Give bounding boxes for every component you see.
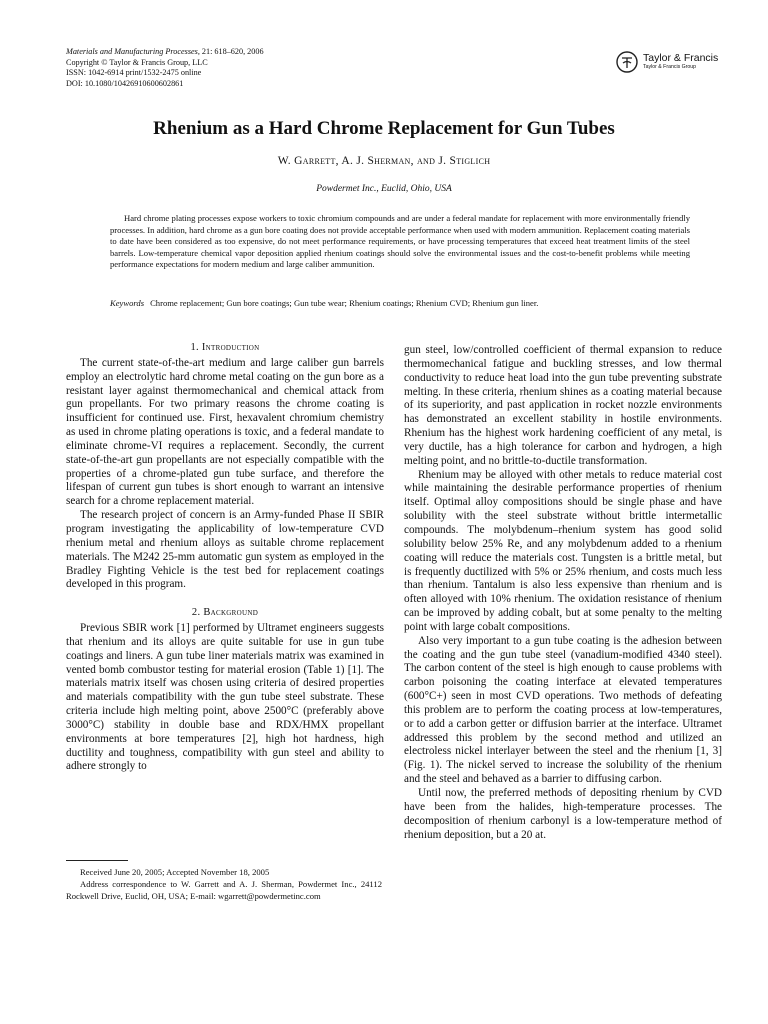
section-title-introduction: 1. Introduction	[190, 342, 260, 353]
background-paragraph-1: Previous SBIR work [1] performed by Ultramet engineers suggests that rhenium and its alloys are quite suitable for use in gun tube coatings and liners. A gun tube liner materials matrix was examined in vented bomb combustor testing for material erosion (Table 1) [1]. The materials matrix itself was chosen using criteria of desired properties and materials compatibility with the gun tube steel substrate. These criteria include high melting point, above 2500°C (preferably above 3000°C) stability in double base and RDX/HMX propellant environments at bore temperatures [2], high hot hardness, high ductility and toughness, compatibility with gun steel and ability to adhere strongly to	[66, 622, 384, 773]
keywords	[110, 298, 690, 309]
left-column	[66, 341, 384, 774]
volume-pages: , 21: 618–620, 2006	[197, 47, 264, 56]
doi-line: DOI: 10.1080/10426910600602861	[66, 78, 184, 88]
received-dates: Received June 20, 2005; Accepted November 18, 2005	[80, 867, 270, 877]
keywords-label: Keywords	[110, 298, 145, 308]
journal-header	[66, 47, 264, 89]
publisher-name: Taylor & Francis	[643, 52, 719, 64]
journal-name: Materials and Manufacturing Processes	[66, 47, 198, 56]
right-paragraph-2: Rhenium may be alloyed with other metals to reduce material cost while maintaining the desirable performance properties of rhenium itself. Optimal alloy compositions should be single phase and have solubility with the steel substrate without brittle intermetallic compounds. The molybdenum–rhenium system has good solid solubility below 25% Re, and any molybdenum added to a rhenium coating will reduce the materials cost. Tungsten is a brittle metal, but is frequently ductilized with 5% or 25% rhenium, and costs much less than rhenium. Tantalum is also less expensive than rhenium and is often alloyed with 10% rhenium. The oxidation resistance of rhenium can be improved by adding cobalt, but at some penalty to the melting point with large cobalt compositions.	[404, 468, 722, 633]
publisher-logo-icon	[615, 50, 639, 74]
affiliation: Powdermet Inc., Euclid, Ohio, USA	[316, 184, 452, 194]
footnote	[66, 866, 382, 902]
right-column	[404, 344, 722, 842]
abstract: Hard chrome plating processes expose workers to toxic chromium compounds and are under a federal mandate for replacement with more environmentally friendly processes. In addition, hard chrome as a gun bore coating does not provide acceptable performance when used with modern ammunition. Replacement coating materials to date have been considered as too expensive, do not meet performance requirements, or have processing temperatures that exceed heat treatment limits of the steel barrels. Low-temperature chemical vapor deposition applied rhenium coatings should solve the environmental issues and the cost-to-benefit problems while meeting performance expectations for modern medium and large caliber ammunition.	[110, 213, 690, 270]
right-paragraph-3: Also very important to a gun tube coating is the adhesion between the coating and the gun tube steel (vanadium-modified 4340 steel). The carbon content of the steel is high enough to cause problems with carbon poisoning the coating interface at elevated temperatures (600°C+) seen in most CVD operations. Two methods of defeating this problem are to perform the coating process at low-temperatures, or to add a carbon getter or diffusion barrier at the interface. Ultramet addressed this problem by the second method and utilized an electroless nickel interlayer between the steel and the rhenium [1, 3] (Fig. 1). The nickel served to increase the solubility of the rhenium and the steel and behaved as a barrier to diffusing carbon.	[404, 634, 722, 786]
correspondence-address: Address correspondence to W. Garrett and A. J. Sherman, Powdermet Inc., 24112 Rockwell Drive, Euclid, OH, USA; E-mail: wgarrett@powdermetinc.com	[66, 879, 382, 901]
copyright-line: Copyright © Taylor & Francis Group, LLC	[66, 57, 208, 67]
section-title-background: 2. Background	[191, 607, 259, 619]
authors: W. Garrett, A. J. Sherman, and J. Stiglich	[277, 155, 491, 167]
right-paragraph-4: Until now, the preferred methods of depositing rhenium by CVD have been from the halides, high-temperature processes. The decomposition of rhenium carbonyl is a low-temperature method of rhenium deposition, but a 20 at.	[404, 787, 722, 841]
keywords-text: Chrome replacement; Gun bore coatings; Gun tube wear; Rhenium coatings; Rhenium CVD; Rhenium gun liner.	[150, 298, 539, 308]
intro-paragraph-1: The current state-of-the-art medium and large caliber gun barrels employ an electrolytic hard chrome metal coating on the gun bore as a resistant layer against thermomechanical and chemical attack from gun propellants. For two primary reasons the chrome coating is insufficient for continued use. First, hexavalent chromium chemistry as used in chrome plating operations is toxic, and a federal mandate to eliminate chrome-VI requires a replacement. Secondly, the current state-of-the-art gun propellants are not especially compatible with the properties of a chrome-plated gun tube surface, and therefore the lifespan of current gun tubes is short enough to warrant an intensive search for a chrome replacement material.	[66, 356, 384, 508]
right-paragraph-1: gun steel, low/controlled coefficient of thermal expansion to reduce thermomechanical fatigue and buckling stresses, and low thermal conductivity to reduce heat load into the gun tube preventing substrate melting. In these criteria, rhenium shines as a coating material because of its superiority, and past application in rocket nozzle environments has demonstrated an excellent stability in hostile environments. Rhenium has the highest work hardening coefficient of any metal, is very ductile, has a high tolerance for carbon and hydrogen, a high melting point, and no brittle-to-ductile transformation.	[404, 344, 722, 467]
intro-paragraph-2: The research project of concern is an Army-funded Phase II SBIR program investigating the applicability of low-temperature CVD rhenium metal and rhenium alloys as suitable chrome replacement materials. The M242 25-mm automatic gun system as employed in the Bradley Fighting Vehicle is the test bed for replacement coatings developed in this program.	[66, 509, 384, 591]
publisher-group: Taylor & Francis Group	[643, 64, 697, 70]
issn-line: ISSN: 1042-6914 print/1532-2475 online	[66, 68, 202, 78]
publisher-logo	[615, 50, 725, 76]
footnote-divider	[66, 860, 128, 861]
paper-title: Rhenium as a Hard Chrome Replacement for Gun Tubes	[153, 118, 615, 139]
